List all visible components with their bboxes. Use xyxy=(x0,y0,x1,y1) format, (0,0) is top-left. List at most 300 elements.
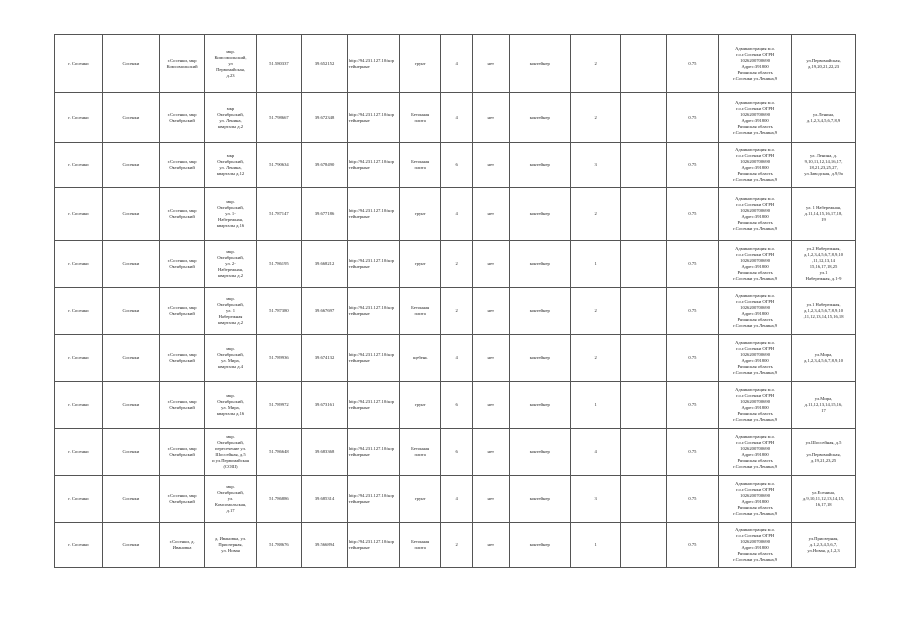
area-cell xyxy=(441,335,473,382)
area-cell xyxy=(441,35,473,93)
cell-text: г.Сосенки, мкр Октябрьский xyxy=(167,258,197,269)
latitude-cell xyxy=(256,476,302,523)
settlement-cell xyxy=(102,93,159,143)
volume-cell xyxy=(666,35,718,93)
cell-text: 0.75 xyxy=(688,542,697,547)
cell-text: 2 xyxy=(594,355,597,360)
scheme-link-cell xyxy=(347,382,399,429)
cell-text: Сосенки xyxy=(122,449,140,454)
cell-text: http://94.231.127.10/кор тейнерные xyxy=(348,352,395,363)
cell-text: Администрация м.о. г.о.г.Сосенки ОГРН 1026200700690 Адрес:391800 Рязанская область г.Сосенки ул.Ленина,9 xyxy=(733,434,778,469)
container-type-cell xyxy=(509,93,571,143)
served-addresses-cell xyxy=(792,241,856,288)
surface-cell xyxy=(400,188,441,241)
owner-cell xyxy=(719,241,792,288)
cell-text: г. Сосенки xyxy=(68,162,89,167)
owner-cell xyxy=(719,476,792,523)
cell-text: ул.Первомайская, д.19,20,21,22,23 xyxy=(806,57,841,69)
municipality-cell xyxy=(55,429,103,476)
area-cell xyxy=(441,523,473,568)
cell-text: Бетонная плита xyxy=(411,159,430,170)
cell-text: Сосенки xyxy=(122,402,140,407)
cell-text: 2 xyxy=(455,308,458,313)
cell-text: ул.2 Набережная, д.1,2,3,4,5,6,7,8,9,10 ,11,12,13,14 15,16,17,18,25 ул.1 Набережная, д.1-9 xyxy=(803,246,844,281)
scheme-link-cell xyxy=(347,93,399,143)
table-row xyxy=(55,143,856,188)
area-cell xyxy=(441,241,473,288)
cell-text: http://94.231.127.10/кор тейнерные xyxy=(348,493,395,504)
served-addresses-cell xyxy=(792,335,856,382)
longitude-cell xyxy=(302,382,348,429)
cell-text: 0.75 xyxy=(688,211,697,216)
latitude-cell xyxy=(256,188,302,241)
extra-cell xyxy=(621,35,667,93)
cell-text: нет xyxy=(487,261,495,266)
cell-text: ул.Есенина, д.9,10,11,12,13,14,15, 16,17,18 xyxy=(802,490,845,507)
longitude-cell xyxy=(302,523,348,568)
cell-text: 51.786648 xyxy=(269,449,289,454)
address-cell xyxy=(205,476,256,523)
cell-text: контейнер xyxy=(529,162,550,167)
area-cell xyxy=(441,188,473,241)
cell-text: нет xyxy=(487,308,495,313)
cell-text: г. Сосенки xyxy=(68,496,89,501)
surface-cell xyxy=(400,143,441,188)
cell-text: г.Сосенки, мкр Комсомольский xyxy=(166,57,198,69)
cell-text: Администрация м.о. г.о.г.Сосенки ОГРН 1026200700690 Адрес:391800 Рязанская область г.Сосенки ул.Ленина,9 xyxy=(733,293,778,328)
municipality-cell xyxy=(55,241,103,288)
cell-text: 4 xyxy=(455,496,458,501)
fence-cell xyxy=(473,335,509,382)
latitude-cell xyxy=(256,288,302,335)
cell-text: 51.787147 xyxy=(269,211,289,216)
extra-cell xyxy=(621,288,667,335)
owner-cell xyxy=(719,429,792,476)
address-cell xyxy=(205,143,256,188)
cell-text: контейнер xyxy=(529,308,550,313)
container-type-cell xyxy=(509,382,571,429)
cell-text: 3 xyxy=(594,496,597,501)
cell-text: 39.677186 xyxy=(314,211,335,216)
cell-text: контейнер xyxy=(529,542,550,547)
fence-cell xyxy=(473,288,509,335)
cell-text: грунт xyxy=(414,496,426,501)
surface-cell xyxy=(400,382,441,429)
municipality-cell xyxy=(55,143,103,188)
cell-text: щебень xyxy=(412,355,428,360)
area-cell xyxy=(441,93,473,143)
cell-text: Администрация м.о. г.о.г.Сосенки ОГРН 1026200700690 Адрес:391800 Рязанская область г.Сосенки ул.Ленина,9 xyxy=(733,147,778,182)
table-row xyxy=(55,523,856,568)
table-row xyxy=(55,476,856,523)
surface-cell xyxy=(400,93,441,143)
latitude-cell xyxy=(256,143,302,188)
cell-text: 2 xyxy=(594,211,597,216)
owner-cell xyxy=(719,382,792,429)
settlement-cell xyxy=(102,476,159,523)
district-cell xyxy=(159,382,205,429)
volume-cell xyxy=(666,335,718,382)
table-row xyxy=(55,188,856,241)
settlement-cell xyxy=(102,335,159,382)
cell-text: нет xyxy=(487,449,495,454)
fence-cell xyxy=(473,429,509,476)
container-count-cell xyxy=(571,93,621,143)
scheme-link-cell xyxy=(347,476,399,523)
cell-text: http://94.231.127.10/кор тейнерные xyxy=(348,111,395,123)
surface-cell xyxy=(400,523,441,568)
cell-text: ул.Ленина, д.1,2,3,4,5,6,7,8,9 xyxy=(806,111,841,123)
cell-text: г. Сосенки xyxy=(68,402,89,407)
district-cell xyxy=(159,188,205,241)
district-cell xyxy=(159,429,205,476)
cell-text: 4 xyxy=(594,449,597,454)
cell-text: 39.668212 xyxy=(314,261,335,266)
owner-cell xyxy=(719,35,792,93)
address-cell xyxy=(205,93,256,143)
cell-text: 2 xyxy=(594,60,597,66)
extra-cell xyxy=(621,476,667,523)
address-cell xyxy=(205,382,256,429)
cell-text: грунт xyxy=(414,402,426,407)
extra-cell xyxy=(621,382,667,429)
container-type-cell xyxy=(509,429,571,476)
cell-text: Администрация м.о. г.о.г.Сосенки ОГРН 1026200700690 Адрес:391800 Рязанская область г.Сосенки ул.Ленина,9 xyxy=(733,340,778,375)
address-cell xyxy=(205,35,256,93)
container-count-cell xyxy=(571,188,621,241)
cell-text: нет xyxy=(487,542,495,547)
container-count-cell xyxy=(571,143,621,188)
cell-text: 0.75 xyxy=(688,114,697,120)
latitude-cell xyxy=(256,93,302,143)
cell-text: 0.75 xyxy=(688,308,697,313)
latitude-cell xyxy=(256,35,302,93)
cell-text: http://94.231.127.10/кор тейнерные xyxy=(348,258,395,269)
area-cell xyxy=(441,476,473,523)
settlement-cell xyxy=(102,241,159,288)
extra-cell xyxy=(621,241,667,288)
cell-text: Сосенки xyxy=(122,211,140,216)
cell-text: нет xyxy=(487,496,495,501)
cell-text: г.Сосенки, мкр Октябрьский xyxy=(167,305,197,316)
container-count-cell xyxy=(571,523,621,568)
volume-cell xyxy=(666,241,718,288)
latitude-cell xyxy=(256,382,302,429)
container-type-cell xyxy=(509,241,571,288)
cell-text: ул. Ленина, д. 9,10,11,12,14,16,17, 18,21,23,25,27, ул.Заводская, д.9,9а xyxy=(804,153,843,176)
cell-text: контейнер xyxy=(529,449,550,454)
cell-text: г. Сосенки xyxy=(68,542,89,547)
cell-text: 4 xyxy=(455,60,458,66)
cell-text: 0.75 xyxy=(688,261,697,266)
cell-text: г. Сосенки xyxy=(68,114,89,120)
cell-text: 1 xyxy=(594,261,597,266)
cell-text: 51.789936 xyxy=(269,355,289,360)
served-addresses-cell xyxy=(792,188,856,241)
fence-cell xyxy=(473,143,509,188)
cell-text: грунт xyxy=(414,261,426,266)
cell-text: 51.580337 xyxy=(269,60,289,66)
scheme-link-cell xyxy=(347,188,399,241)
cell-text: ул.1 Набережная, д.1,2,3,4,5,6,7,8,9,10 ,11,12,13,14,15,16,18 xyxy=(803,302,844,319)
address-cell xyxy=(205,523,256,568)
longitude-cell xyxy=(302,93,348,143)
cell-text: нет xyxy=(487,114,495,120)
cell-text: 39.683368 xyxy=(314,449,335,454)
cell-text: контейнер xyxy=(529,402,550,407)
address-cell xyxy=(205,288,256,335)
cell-text: контейнер xyxy=(529,211,550,216)
scheme-link-cell xyxy=(347,143,399,188)
cell-text: контейнер xyxy=(529,355,550,360)
cell-text: 39.673161 xyxy=(314,402,335,407)
cell-text: 3 xyxy=(594,162,597,167)
cell-text: грунт xyxy=(414,60,426,66)
cell-text: ул. 1 Набережная, д.11,14,15,16,17,18, 19 xyxy=(804,205,843,222)
latitude-cell xyxy=(256,429,302,476)
surface-cell xyxy=(400,241,441,288)
volume-cell xyxy=(666,476,718,523)
latitude-cell xyxy=(256,523,302,568)
cell-text: 39.678490 xyxy=(314,162,335,167)
scheme-link-cell xyxy=(347,35,399,93)
scheme-link-cell xyxy=(347,429,399,476)
municipality-cell xyxy=(55,335,103,382)
table-row xyxy=(55,241,856,288)
district-cell xyxy=(159,288,205,335)
district-cell xyxy=(159,476,205,523)
fence-cell xyxy=(473,382,509,429)
cell-text: г.Сосенки, мкр Октябрьский xyxy=(167,446,197,457)
cell-text: 6 xyxy=(455,449,458,454)
extra-cell xyxy=(621,429,667,476)
cell-text: 51.790634 xyxy=(269,162,289,167)
volume-cell xyxy=(666,523,718,568)
longitude-cell xyxy=(302,143,348,188)
area-cell xyxy=(441,382,473,429)
cell-text: нет xyxy=(487,211,495,216)
cell-text: д. Ивановка, ул. Приозерная, ул. Новая xyxy=(214,536,247,553)
extra-cell xyxy=(621,523,667,568)
cell-text: http://94.231.127.10/кор тейнерные xyxy=(348,208,395,219)
cell-text: http://94.231.127.10/кор тейнерные xyxy=(348,57,395,69)
cell-text: Сосенки xyxy=(122,162,140,167)
cell-text: 1 xyxy=(594,402,597,407)
served-addresses-cell xyxy=(792,143,856,188)
cell-text: Администрация м.о. г.о.г.Сосенки ОГРН 1026200700690 Адрес:391800 Рязанская область г.Сосенки ул.Ленина,9 xyxy=(733,481,778,516)
cell-text: Сосенки xyxy=(122,355,140,360)
settlement-cell xyxy=(102,35,159,93)
longitude-cell xyxy=(302,429,348,476)
cell-text: Администрация м.о. г.о.г.Сосенки ОГРН 1026200700690 Адрес:391800 Рязанская область г.Сосенки ул.Ленина,9 xyxy=(733,45,778,81)
served-addresses-cell xyxy=(792,523,856,568)
container-count-cell xyxy=(571,476,621,523)
cell-text: мкр. Октябрьский, ул. 1- Набережная, кварталы д.16 xyxy=(216,199,245,228)
fence-cell xyxy=(473,476,509,523)
cell-text: Сосенки xyxy=(122,114,140,120)
served-addresses-cell xyxy=(792,288,856,335)
volume-cell xyxy=(666,288,718,335)
cell-text: мкр. Октябрьский, ул. Мира, кварталы д.16 xyxy=(216,393,245,416)
cell-text: 39.674132 xyxy=(314,355,335,360)
container-count-cell xyxy=(571,241,621,288)
cell-text: 4 xyxy=(455,211,458,216)
owner-cell xyxy=(719,523,792,568)
area-cell xyxy=(441,143,473,188)
cell-text: 0.75 xyxy=(688,162,697,167)
cell-text: 39.672348 xyxy=(314,114,335,120)
container-type-cell xyxy=(509,523,571,568)
cell-text: 39.566894 xyxy=(314,542,335,547)
cell-text: 0.75 xyxy=(688,496,697,501)
cell-text: http://94.231.127.10/кор тейнерные xyxy=(348,399,395,410)
cell-text: г.Сосенки, мкр Октябрьский xyxy=(167,159,197,170)
municipality-cell xyxy=(55,288,103,335)
cell-text: 2 xyxy=(455,542,458,547)
cell-text: Сосенки xyxy=(122,542,140,547)
extra-cell xyxy=(621,93,667,143)
cell-text: 2 xyxy=(455,261,458,266)
fence-cell xyxy=(473,523,509,568)
cell-text: Бетонная плита xyxy=(411,446,430,457)
surface-cell xyxy=(400,35,441,93)
scheme-link-cell xyxy=(347,288,399,335)
cell-text: Администрация м.о. г.о.г.Сосенки ОГРН 1026200700690 Адрес:391800 Рязанская область г.Сосенки ул.Ленина,9 xyxy=(733,527,778,562)
cell-text: Администрация м.о. г.о.г.Сосенки ОГРН 1026200700690 Адрес:391800 Рязанская область г.Сосенки ул.Ленина,9 xyxy=(733,387,778,422)
cell-text: 39.667697 xyxy=(314,308,335,313)
cell-text: г.Сосенки, мкр Октябрьский xyxy=(167,493,197,504)
cell-text: контейнер xyxy=(529,261,550,266)
cell-text: 0.75 xyxy=(688,402,697,407)
cell-text: 2 xyxy=(594,114,597,120)
owner-cell xyxy=(719,93,792,143)
settlement-cell xyxy=(102,288,159,335)
district-cell xyxy=(159,335,205,382)
volume-cell xyxy=(666,429,718,476)
volume-cell xyxy=(666,93,718,143)
container-type-cell xyxy=(509,288,571,335)
scheme-link-cell xyxy=(347,241,399,288)
cell-text: 51.788676 xyxy=(269,542,289,547)
district-cell xyxy=(159,35,205,93)
container-count-cell xyxy=(571,335,621,382)
table-row xyxy=(55,93,856,143)
cell-text: г.Сосенки, д. Ивановка xyxy=(169,539,195,550)
cell-text: 51.786195 xyxy=(269,261,289,266)
cell-text: 6 xyxy=(455,402,458,407)
cell-text: 51.787380 xyxy=(269,308,289,313)
surface-cell xyxy=(400,288,441,335)
cell-text: ул.Мира, д.11,12,13,14,15,16, 17 xyxy=(804,396,843,413)
cell-text: г.Сосенки, мкр Октябрьский xyxy=(167,208,197,219)
container-sites-table xyxy=(54,34,856,568)
container-count-cell xyxy=(571,288,621,335)
latitude-cell xyxy=(256,335,302,382)
container-type-cell xyxy=(509,335,571,382)
cell-text: Администрация м.о. г.о.г.Сосенки ОГРН 1026200700690 Адрес:391800 Рязанская область г.Сосенки ул.Ленина,9 xyxy=(733,99,778,135)
municipality-cell xyxy=(55,523,103,568)
fence-cell xyxy=(473,188,509,241)
cell-text: 51.786886 xyxy=(269,496,289,501)
volume-cell xyxy=(666,382,718,429)
table-row xyxy=(55,382,856,429)
cell-text: мкр. Октябрьский, ул. 1 Набережная кварталы д.2 xyxy=(217,296,244,325)
cell-text: 39.652152 xyxy=(314,60,335,66)
cell-text: Бетонная плита xyxy=(411,305,430,316)
served-addresses-cell xyxy=(792,476,856,523)
cell-text: ул.Шоссейная, д.5 ул.Первомайская, д.19,21,23,25 xyxy=(805,440,842,463)
cell-text: контейнер xyxy=(529,496,550,501)
container-count-cell xyxy=(571,382,621,429)
cell-text: г. Сосенки xyxy=(68,355,89,360)
volume-cell xyxy=(666,143,718,188)
cell-text: Сосенки xyxy=(122,496,140,501)
district-cell xyxy=(159,523,205,568)
cell-text: мкр Октябрьский, ул. Ленина, кварталы д.2 xyxy=(217,105,244,129)
cell-text: г.Сосенки, мкр Октябрьский xyxy=(167,111,197,123)
table-row xyxy=(55,429,856,476)
cell-text: 0.75 xyxy=(688,60,697,66)
cell-text: мкр. Октябрьский, ул. Комсомольская, д.17 xyxy=(214,484,247,513)
cell-text: нет xyxy=(487,162,495,167)
cell-text: http://94.231.127.10/кор тейнерные xyxy=(348,159,395,170)
table-row xyxy=(55,35,856,93)
cell-text: г.Сосенки, мкр Октябрьский xyxy=(167,352,197,363)
cell-text: мкр. Октябрьский, пересечение ул. Шоссейная, д.5 и ул.Первомайская (СОШ) xyxy=(212,434,249,469)
container-type-cell xyxy=(509,476,571,523)
cell-text: 0.75 xyxy=(688,449,697,454)
cell-text: мкр Октябрьский, ул. Ленина, кварталы д.12 xyxy=(216,153,245,176)
district-cell xyxy=(159,241,205,288)
document-page xyxy=(54,34,856,568)
cell-text: контейнер xyxy=(529,114,550,120)
served-addresses-cell xyxy=(792,382,856,429)
settlement-cell xyxy=(102,143,159,188)
cell-text: г. Сосенки xyxy=(68,60,89,66)
served-addresses-cell xyxy=(792,93,856,143)
cell-text: Администрация м.о. г.о.г.Сосенки ОГРН 1026200700690 Адрес:391800 Рязанская область г.Сосенки ул.Ленина,9 xyxy=(733,196,778,231)
extra-cell xyxy=(621,143,667,188)
served-addresses-cell xyxy=(792,429,856,476)
municipality-cell xyxy=(55,93,103,143)
fence-cell xyxy=(473,241,509,288)
cell-text: Сосенки xyxy=(122,308,140,313)
served-addresses-cell xyxy=(792,35,856,93)
cell-text: 0.75 xyxy=(688,355,697,360)
table-row xyxy=(55,335,856,382)
owner-cell xyxy=(719,188,792,241)
volume-cell xyxy=(666,188,718,241)
cell-text: http://94.231.127.10/кор тейнерные xyxy=(348,446,395,457)
cell-text: мкр. Октябрьский, ул. 2- Набережная, кварталы д.2 xyxy=(217,249,244,278)
cell-text: 51.798667 xyxy=(269,114,289,120)
cell-text: г. Сосенки xyxy=(68,261,89,266)
cell-text: ул.Приозерная, д.1,2,3,4,5,6,7, ул.Новая, д.1,2,3 xyxy=(807,536,840,553)
table-row xyxy=(55,288,856,335)
cell-text: нет xyxy=(487,402,495,407)
longitude-cell xyxy=(302,476,348,523)
container-type-cell xyxy=(509,188,571,241)
address-cell xyxy=(205,335,256,382)
municipality-cell xyxy=(55,188,103,241)
cell-text: Сосенки xyxy=(122,60,140,66)
fence-cell xyxy=(473,35,509,93)
cell-text: мкр. Октябрьский, ул. Мира, кварталы д.4 xyxy=(217,346,244,369)
owner-cell xyxy=(719,288,792,335)
cell-text: Сосенки xyxy=(122,261,140,266)
cell-text: нет xyxy=(487,60,495,66)
longitude-cell xyxy=(302,241,348,288)
